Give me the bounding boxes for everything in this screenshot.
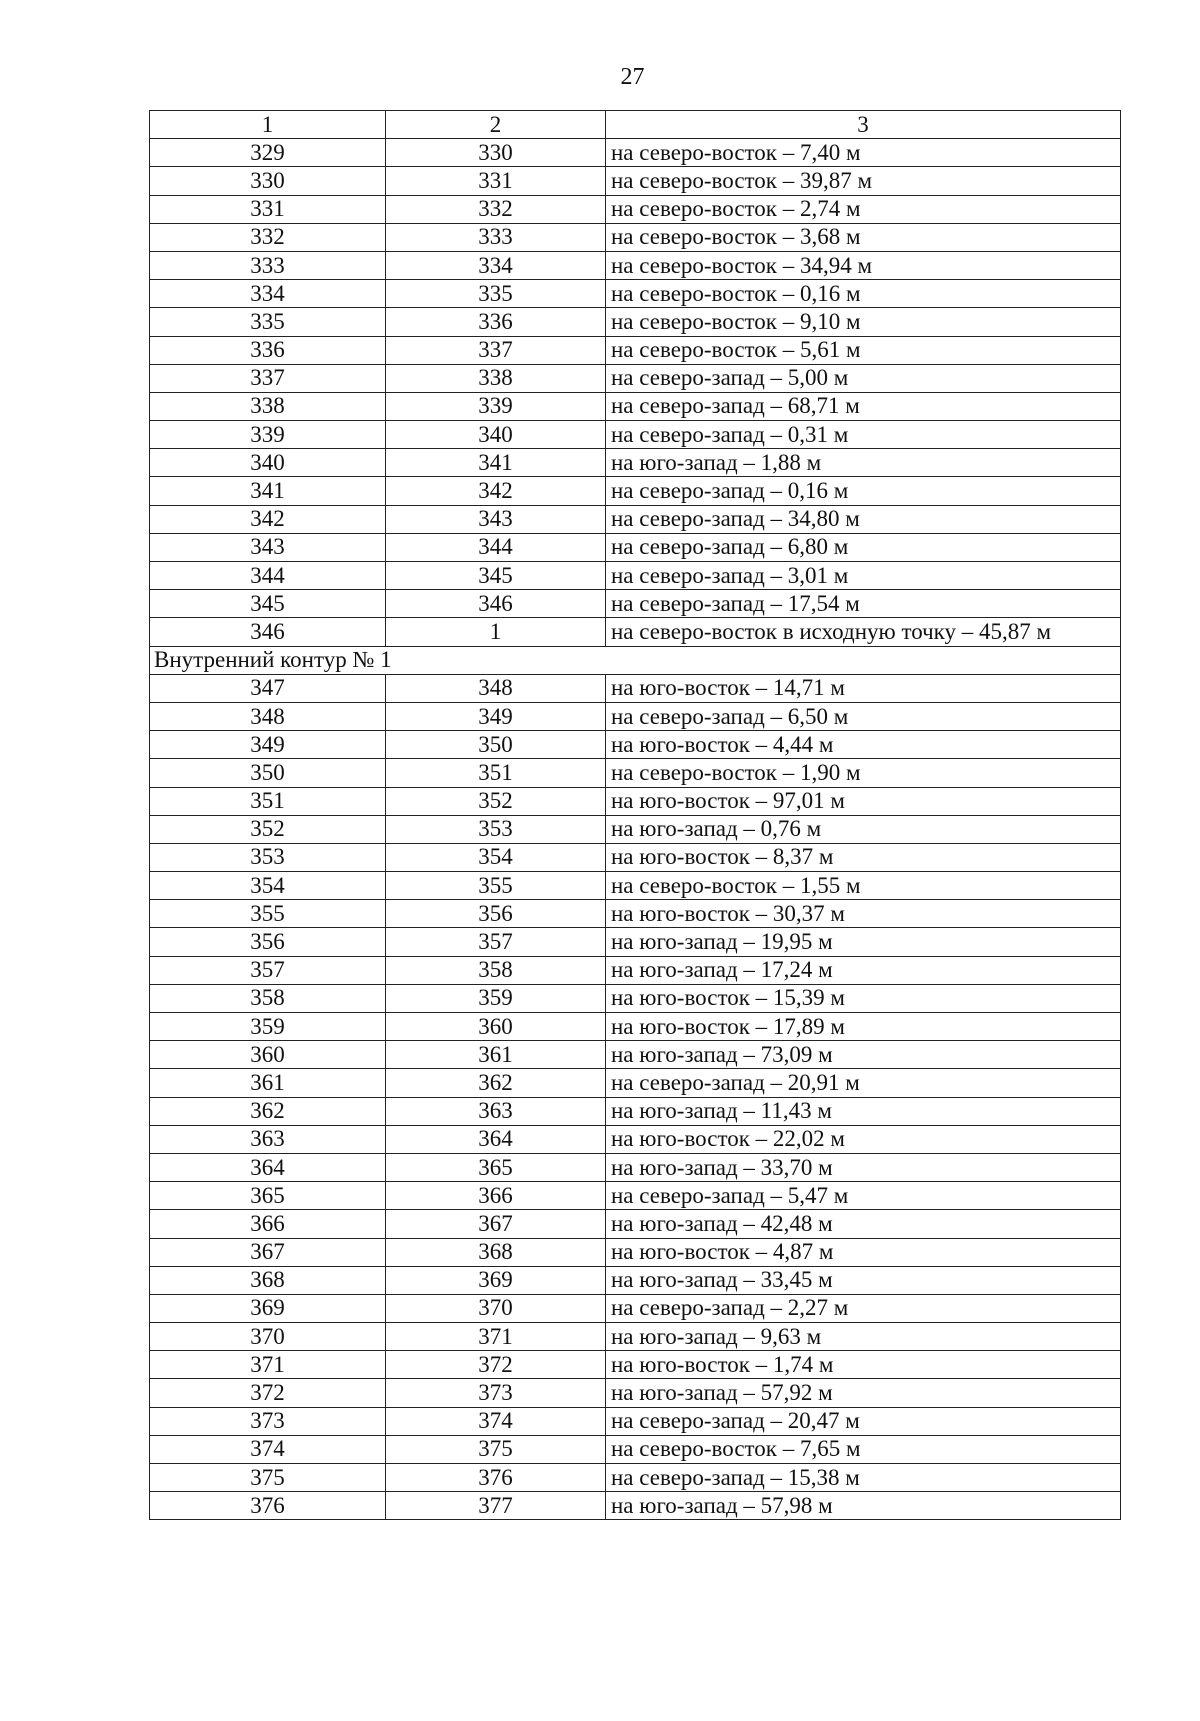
to-point-cell: 334: [386, 251, 606, 279]
table-row: [150, 533, 1121, 561]
direction-distance-cell: на северо-восток – 7,40 м: [606, 139, 1121, 167]
from-point-cell: 341: [150, 477, 386, 505]
direction-distance-cell: на северо-восток – 1,90 м: [606, 759, 1121, 787]
to-point-cell: 352: [386, 787, 606, 815]
table-row: [150, 731, 1121, 759]
table-row: [150, 139, 1121, 167]
section-label: Внутренний контур № 1: [150, 646, 1121, 674]
direction-distance-cell: на юго-запад – 19,95 м: [606, 928, 1121, 956]
from-point-cell: 351: [150, 787, 386, 815]
to-point-cell: 346: [386, 590, 606, 618]
from-point-cell: 363: [150, 1125, 386, 1153]
to-point-cell: 377: [386, 1492, 606, 1520]
direction-distance-cell: на юго-восток – 97,01 м: [606, 787, 1121, 815]
from-point-cell: 361: [150, 1069, 386, 1097]
from-point-cell: 357: [150, 956, 386, 984]
table-row: [150, 167, 1121, 195]
from-point-cell: 352: [150, 815, 386, 843]
to-point-cell: 351: [386, 759, 606, 787]
to-point-cell: 331: [386, 167, 606, 195]
table-row: [150, 1323, 1121, 1351]
from-point-cell: 346: [150, 618, 386, 646]
table-row: [150, 787, 1121, 815]
direction-distance-cell: на северо-запад – 68,71 м: [606, 392, 1121, 420]
table-row: [150, 477, 1121, 505]
from-point-cell: 343: [150, 533, 386, 561]
table-row: [150, 364, 1121, 392]
table-row: [150, 590, 1121, 618]
table-row: [150, 759, 1121, 787]
direction-distance-cell: на северо-восток – 9,10 м: [606, 308, 1121, 336]
from-point-cell: 368: [150, 1266, 386, 1294]
to-point-cell: 345: [386, 562, 606, 590]
to-point-cell: 366: [386, 1182, 606, 1210]
to-point-cell: 350: [386, 731, 606, 759]
table-row: [150, 195, 1121, 223]
from-point-cell: 349: [150, 731, 386, 759]
table-row: [150, 872, 1121, 900]
to-point-cell: 354: [386, 843, 606, 871]
table-row: [150, 1238, 1121, 1266]
direction-distance-cell: на северо-запад – 17,54 м: [606, 590, 1121, 618]
direction-distance-cell: на юго-запад – 42,48 м: [606, 1210, 1121, 1238]
direction-distance-cell: на северо-запад – 5,00 м: [606, 364, 1121, 392]
to-point-cell: 348: [386, 674, 606, 702]
direction-distance-cell: на юго-восток – 4,44 м: [606, 731, 1121, 759]
from-point-cell: 365: [150, 1182, 386, 1210]
from-point-cell: 339: [150, 421, 386, 449]
to-point-cell: 337: [386, 336, 606, 364]
table-row: [150, 1379, 1121, 1407]
direction-distance-cell: на северо-запад – 2,27 м: [606, 1294, 1121, 1322]
table-row: [150, 928, 1121, 956]
direction-distance-cell: на юго-восток – 14,71 м: [606, 674, 1121, 702]
to-point-cell: 1: [386, 618, 606, 646]
direction-distance-cell: на юго-восток – 15,39 м: [606, 984, 1121, 1012]
from-point-cell: 355: [150, 900, 386, 928]
table-row: [150, 1182, 1121, 1210]
from-point-cell: 350: [150, 759, 386, 787]
from-point-cell: 358: [150, 984, 386, 1012]
from-point-cell: 364: [150, 1153, 386, 1181]
direction-distance-cell: на юго-восток – 30,37 м: [606, 900, 1121, 928]
from-point-cell: 332: [150, 223, 386, 251]
direction-distance-cell: на юго-запад – 11,43 м: [606, 1097, 1121, 1125]
table-row: [150, 308, 1121, 336]
direction-distance-cell: на северо-восток – 0,16 м: [606, 280, 1121, 308]
to-point-cell: 340: [386, 421, 606, 449]
to-point-cell: 333: [386, 223, 606, 251]
table-row: [150, 1125, 1121, 1153]
direction-distance-cell: на юго-восток – 1,74 м: [606, 1351, 1121, 1379]
direction-distance-cell: на юго-запад – 1,88 м: [606, 449, 1121, 477]
to-point-cell: 361: [386, 1041, 606, 1069]
direction-distance-cell: на северо-запад – 15,38 м: [606, 1464, 1121, 1492]
direction-distance-cell: на юго-запад – 17,24 м: [606, 956, 1121, 984]
from-point-cell: 369: [150, 1294, 386, 1322]
table-row: [150, 1069, 1121, 1097]
table-row: [150, 1492, 1121, 1520]
table-row: [150, 843, 1121, 871]
table-row: [150, 900, 1121, 928]
boundary-coordinates-table: [149, 110, 1121, 1520]
to-point-cell: 368: [386, 1238, 606, 1266]
to-point-cell: 357: [386, 928, 606, 956]
table-row: [150, 336, 1121, 364]
to-point-cell: 343: [386, 505, 606, 533]
table-row: [150, 421, 1121, 449]
from-point-cell: 330: [150, 167, 386, 195]
to-point-cell: 338: [386, 364, 606, 392]
to-point-cell: 332: [386, 195, 606, 223]
table-row: [150, 1464, 1121, 1492]
direction-distance-cell: на юго-запад – 57,98 м: [606, 1492, 1121, 1520]
table-row: [150, 1153, 1121, 1181]
direction-distance-cell: на северо-восток – 39,87 м: [606, 167, 1121, 195]
to-point-cell: 370: [386, 1294, 606, 1322]
from-point-cell: 359: [150, 1013, 386, 1041]
direction-distance-cell: на северо-восток – 7,65 м: [606, 1435, 1121, 1463]
direction-distance-cell: на северо-запад – 20,91 м: [606, 1069, 1121, 1097]
table-row: [150, 1266, 1121, 1294]
to-point-cell: 364: [386, 1125, 606, 1153]
direction-distance-cell: на северо-запад – 6,50 м: [606, 702, 1121, 730]
direction-distance-cell: на юго-запад – 33,45 м: [606, 1266, 1121, 1294]
to-point-cell: 365: [386, 1153, 606, 1181]
from-point-cell: 375: [150, 1464, 386, 1492]
direction-distance-cell: на северо-восток в исходную точку – 45,87 м: [606, 618, 1121, 646]
from-point-cell: 371: [150, 1351, 386, 1379]
from-point-cell: 336: [150, 336, 386, 364]
from-point-cell: 334: [150, 280, 386, 308]
direction-distance-cell: на юго-восток – 22,02 м: [606, 1125, 1121, 1153]
to-point-cell: 356: [386, 900, 606, 928]
to-point-cell: 375: [386, 1435, 606, 1463]
to-point-cell: 330: [386, 139, 606, 167]
table-row: [150, 280, 1121, 308]
to-point-cell: 372: [386, 1351, 606, 1379]
from-point-cell: 362: [150, 1097, 386, 1125]
table-row: [150, 1210, 1121, 1238]
header-col-1: 1: [150, 111, 386, 139]
from-point-cell: 372: [150, 1379, 386, 1407]
from-point-cell: 342: [150, 505, 386, 533]
table-row: [150, 223, 1121, 251]
to-point-cell: 342: [386, 477, 606, 505]
from-point-cell: 376: [150, 1492, 386, 1520]
from-point-cell: 344: [150, 562, 386, 590]
table-row: [150, 815, 1121, 843]
table-row: [150, 562, 1121, 590]
direction-distance-cell: на юго-запад – 0,76 м: [606, 815, 1121, 843]
to-point-cell: 371: [386, 1323, 606, 1351]
direction-distance-cell: на северо-запад – 20,47 м: [606, 1407, 1121, 1435]
from-point-cell: 335: [150, 308, 386, 336]
to-point-cell: 363: [386, 1097, 606, 1125]
table-row: [150, 505, 1121, 533]
from-point-cell: 360: [150, 1041, 386, 1069]
table-row: [150, 1435, 1121, 1463]
direction-distance-cell: на северо-запад – 3,01 м: [606, 562, 1121, 590]
from-point-cell: 353: [150, 843, 386, 871]
direction-distance-cell: на юго-запад – 33,70 м: [606, 1153, 1121, 1181]
direction-distance-cell: на северо-запад – 0,31 м: [606, 421, 1121, 449]
from-point-cell: 366: [150, 1210, 386, 1238]
from-point-cell: 337: [150, 364, 386, 392]
from-point-cell: 333: [150, 251, 386, 279]
to-point-cell: 359: [386, 984, 606, 1012]
to-point-cell: 360: [386, 1013, 606, 1041]
table-row: [150, 674, 1121, 702]
table-row: [150, 956, 1121, 984]
direction-distance-cell: на юго-запад – 73,09 м: [606, 1041, 1121, 1069]
to-point-cell: 369: [386, 1266, 606, 1294]
from-point-cell: 354: [150, 872, 386, 900]
to-point-cell: 374: [386, 1407, 606, 1435]
from-point-cell: 367: [150, 1238, 386, 1266]
table-row: [150, 618, 1121, 646]
header-col-2: 2: [386, 111, 606, 139]
direction-distance-cell: на северо-запад – 6,80 м: [606, 533, 1121, 561]
table-row: [150, 1097, 1121, 1125]
from-point-cell: 347: [150, 674, 386, 702]
table-row: [150, 1013, 1121, 1041]
from-point-cell: 345: [150, 590, 386, 618]
page-number: 27: [620, 64, 645, 90]
to-point-cell: 367: [386, 1210, 606, 1238]
direction-distance-cell: на северо-запад – 0,16 м: [606, 477, 1121, 505]
direction-distance-cell: на северо-восток – 1,55 м: [606, 872, 1121, 900]
to-point-cell: 336: [386, 308, 606, 336]
direction-distance-cell: на юго-восток – 8,37 м: [606, 843, 1121, 871]
to-point-cell: 355: [386, 872, 606, 900]
table-row: [150, 449, 1121, 477]
to-point-cell: 376: [386, 1464, 606, 1492]
direction-distance-cell: на юго-запад – 57,92 м: [606, 1379, 1121, 1407]
table-row: [150, 1041, 1121, 1069]
table-body: [150, 111, 1121, 1520]
to-point-cell: 353: [386, 815, 606, 843]
table-row: [150, 1407, 1121, 1435]
from-point-cell: 356: [150, 928, 386, 956]
from-point-cell: 370: [150, 1323, 386, 1351]
direction-distance-cell: на юго-восток – 17,89 м: [606, 1013, 1121, 1041]
to-point-cell: 362: [386, 1069, 606, 1097]
to-point-cell: 341: [386, 449, 606, 477]
to-point-cell: 344: [386, 533, 606, 561]
table-row: [150, 1351, 1121, 1379]
direction-distance-cell: на юго-восток – 4,87 м: [606, 1238, 1121, 1266]
direction-distance-cell: на северо-восток – 3,68 м: [606, 223, 1121, 251]
from-point-cell: 348: [150, 702, 386, 730]
direction-distance-cell: на северо-запад – 34,80 м: [606, 505, 1121, 533]
to-point-cell: 358: [386, 956, 606, 984]
from-point-cell: 374: [150, 1435, 386, 1463]
table-row: [150, 984, 1121, 1012]
to-point-cell: 335: [386, 280, 606, 308]
to-point-cell: 349: [386, 702, 606, 730]
table-row: [150, 702, 1121, 730]
from-point-cell: 373: [150, 1407, 386, 1435]
direction-distance-cell: на северо-запад – 5,47 м: [606, 1182, 1121, 1210]
direction-distance-cell: на северо-восток – 34,94 м: [606, 251, 1121, 279]
to-point-cell: 373: [386, 1379, 606, 1407]
table-row: [150, 1294, 1121, 1322]
from-point-cell: 329: [150, 139, 386, 167]
section-row: [150, 646, 1121, 674]
header-row: [150, 111, 1121, 139]
header-col-3: 3: [606, 111, 1121, 139]
direction-distance-cell: на северо-восток – 5,61 м: [606, 336, 1121, 364]
table-row: [150, 392, 1121, 420]
from-point-cell: 338: [150, 392, 386, 420]
table-row: [150, 251, 1121, 279]
from-point-cell: 340: [150, 449, 386, 477]
from-point-cell: 331: [150, 195, 386, 223]
direction-distance-cell: на юго-запад – 9,63 м: [606, 1323, 1121, 1351]
to-point-cell: 339: [386, 392, 606, 420]
direction-distance-cell: на северо-восток – 2,74 м: [606, 195, 1121, 223]
